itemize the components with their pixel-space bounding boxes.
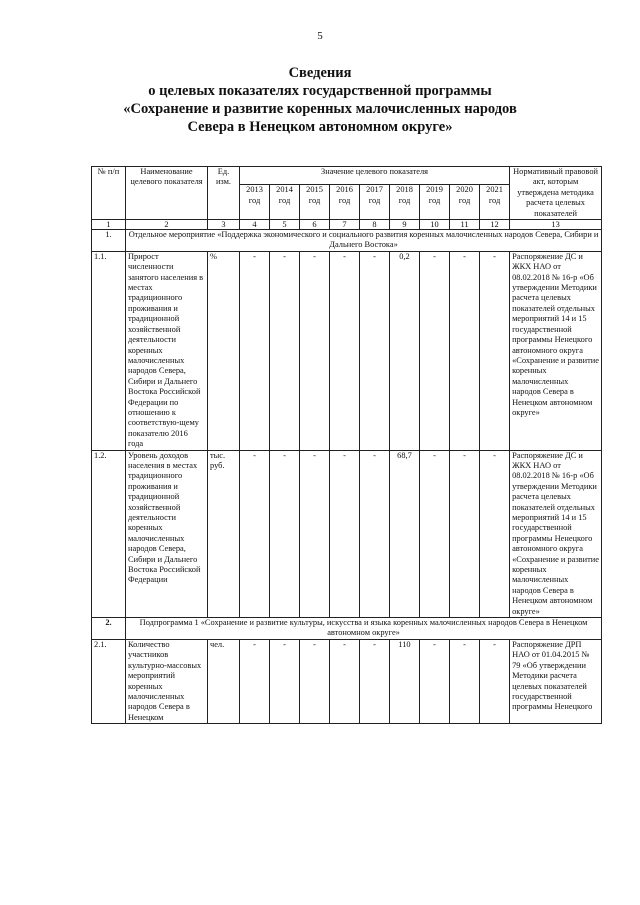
value-2014: -	[270, 639, 300, 723]
row-number: 2.1.	[92, 639, 126, 723]
value-2018: 110	[390, 639, 420, 723]
value-2018: 68,7	[390, 450, 420, 618]
normative-act: Распоряжение ДРП НАО от 01.04.2015 № 79 «Об утверждении Методики расчета целевых показателей государственной программы Ненецкого	[510, 639, 602, 723]
indicator-unit: тыс. руб.	[208, 450, 240, 618]
indicator-name: Уровень доходов населения в местах традиционного проживания и традиционной хозяйственной деятельности коренных малочисленных народов Севера, Сибири и Дальнего Востока Российской Федерации	[126, 450, 208, 618]
value-2016: -	[330, 450, 360, 618]
value-2019: -	[420, 251, 450, 450]
column-number: 2	[126, 220, 208, 230]
value-2015: -	[300, 450, 330, 618]
title-line-1: Сведения	[288, 65, 352, 81]
header-row-1	[92, 167, 602, 185]
value-2020: -	[450, 450, 480, 618]
section-row-1	[92, 230, 602, 252]
header-num: № п/п	[92, 167, 126, 220]
document-title	[0, 64, 640, 136]
indicator-unit: %	[208, 251, 240, 450]
section-number: 1.	[92, 230, 126, 252]
column-number: 9	[390, 220, 420, 230]
header-act: Нормативный правовой акт, которым утверждена методика расчета целевых показателей	[510, 167, 602, 220]
title-line-3: «Сохранение и развитие коренных малочисленных народов	[123, 101, 517, 117]
column-number: 4	[240, 220, 270, 230]
header-year: 2015 год	[300, 185, 330, 220]
value-2013: -	[240, 251, 270, 450]
indicator-name: Количество участников культурно-массовых мероприятий коренных малочисленных народов Севера в Ненецком	[126, 639, 208, 723]
value-2017: -	[360, 251, 390, 450]
value-2017: -	[360, 639, 390, 723]
value-2021: -	[480, 251, 510, 450]
header-year: 2013 год	[240, 185, 270, 220]
value-2016: -	[330, 251, 360, 450]
indicators-table	[91, 166, 602, 724]
section-title: Отдельное мероприятие «Поддержка экономического и социального развития коренных малочисленных народов Севера, Сибири и Дальнего Востока»	[126, 230, 602, 252]
normative-act: Распоряжение ДС и ЖКХ НАО от 08.02.2018 № 16-р «Об утверждении Методики расчета целевых показателей отдельных мероприятий 14 и 15 государственной программы Ненецкого автономного округа «Сохранение и развитие коренных малочисленных народов Севера в Ненецком автономном округе»	[510, 450, 602, 618]
header-year: 2021 год	[480, 185, 510, 220]
table-row	[92, 639, 602, 723]
row-number: 1.1.	[92, 251, 126, 450]
header-year: 2017 год	[360, 185, 390, 220]
header-values-group: Значение целевого показателя	[240, 167, 510, 185]
column-number: 11	[450, 220, 480, 230]
value-2015: -	[300, 251, 330, 450]
header-unit: Ед. изм.	[208, 167, 240, 220]
value-2021: -	[480, 450, 510, 618]
column-number: 13	[510, 220, 602, 230]
section-number: 2.	[92, 618, 126, 640]
normative-act: Распоряжение ДС и ЖКХ НАО от 08.02.2018 № 16-р «Об утверждении Методики расчета целевых показателей отдельных мероприятий 14 и 15 государственной программы Ненецкого автономного округа «Сохранение и развитие коренных малочисленных народов Севера в Ненецком автономном округе»	[510, 251, 602, 450]
value-2021: -	[480, 639, 510, 723]
page-number: 5	[317, 30, 323, 42]
title-line-4: Севера в Ненецком автономном округе»	[187, 119, 453, 135]
value-2014: -	[270, 251, 300, 450]
value-2020: -	[450, 639, 480, 723]
header-year: 2019 год	[420, 185, 450, 220]
section-title: Подпрограмма 1 «Сохранение и развитие культуры, искусства и языка коренных малочисленных народов Севера в Ненецком автономном округе»	[126, 618, 602, 640]
column-numbers-row	[92, 220, 602, 230]
value-2013: -	[240, 450, 270, 618]
header-year: 2018 год	[390, 185, 420, 220]
header-year: 2014 год	[270, 185, 300, 220]
column-number: 6	[300, 220, 330, 230]
value-2013: -	[240, 639, 270, 723]
value-2014: -	[270, 450, 300, 618]
table-row	[92, 450, 602, 618]
table-row	[92, 251, 602, 450]
column-number: 8	[360, 220, 390, 230]
value-2020: -	[450, 251, 480, 450]
row-number: 1.2.	[92, 450, 126, 618]
column-number: 12	[480, 220, 510, 230]
title-line-2: о целевых показателях государственной программы	[148, 83, 492, 99]
value-2015: -	[300, 639, 330, 723]
column-number: 1	[92, 220, 126, 230]
value-2016: -	[330, 639, 360, 723]
header-year: 2020 год	[450, 185, 480, 220]
value-2019: -	[420, 450, 450, 618]
column-number: 10	[420, 220, 450, 230]
value-2017: -	[360, 450, 390, 618]
section-row-2	[92, 618, 602, 640]
indicator-name: Прирост численности занятого населения в местах традиционного проживания и традиционной хозяйственной деятельности коренных малочисленных народов Севера, Сибири и Дальнего Востока Российской Федерации по отношению к соответствую-щему показателю 2016 года	[126, 251, 208, 450]
column-number: 5	[270, 220, 300, 230]
header-year: 2016 год	[330, 185, 360, 220]
indicator-unit: чел.	[208, 639, 240, 723]
column-number: 3	[208, 220, 240, 230]
value-2018: 0,2	[390, 251, 420, 450]
header-name: Наименование целевого показателя	[126, 167, 208, 220]
value-2019: -	[420, 639, 450, 723]
column-number: 7	[330, 220, 360, 230]
